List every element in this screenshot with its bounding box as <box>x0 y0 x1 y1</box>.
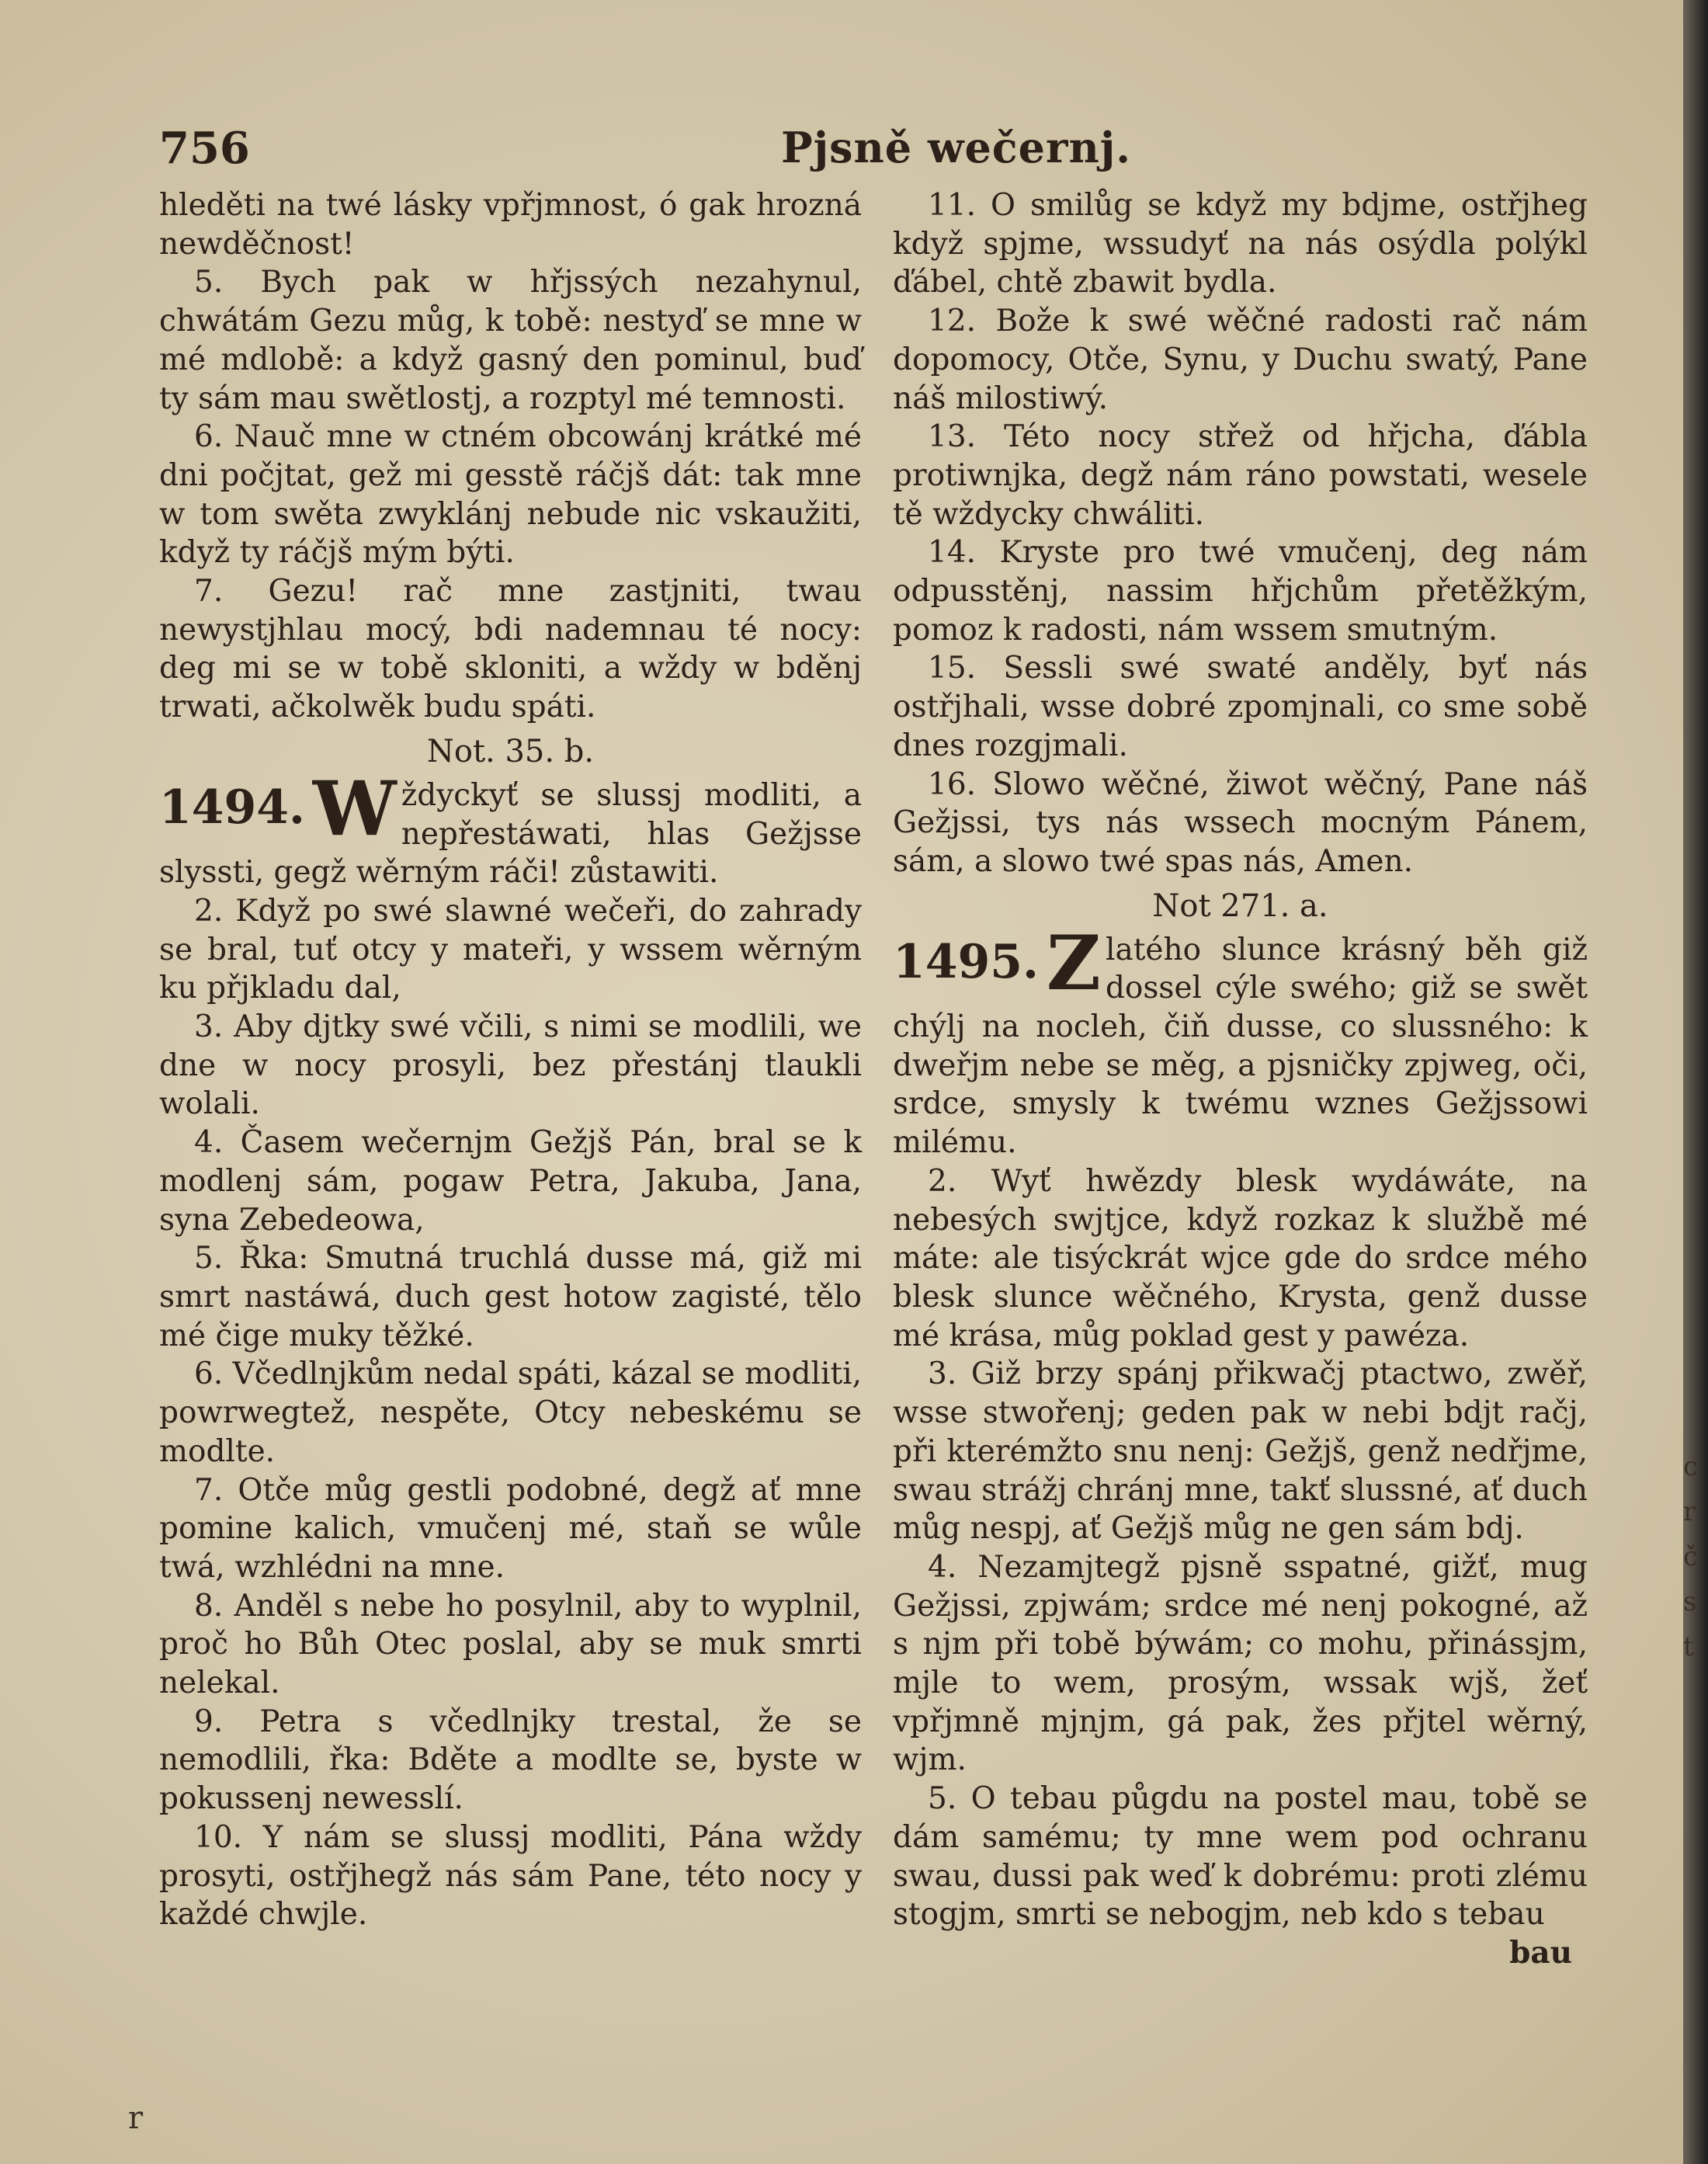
verse: 4. Nezamjtegž pjsně sspatné, gižť, mug Gežjssi, zpjwám; srdce mé nenj pokogné, až s njm při tobě býwám; co mohu, přinássjm, mjle to wem, prosým, wssak wjš, žeť vpřjmně mjnjm, gá pak, žes přjtel wěrný, wjm. <box>893 1549 1588 1778</box>
hymn-first-verse: ždyckyť se slussj modliti, a nepřestáwati, hlas Gežjsse slyssti, gegž wěrným ráči! zůstawiti. <box>159 777 862 891</box>
melody-reference: Not. 35. b. <box>426 733 595 769</box>
page-header <box>0 123 1683 177</box>
adjacent-page-letter: s <box>1683 1586 1697 1617</box>
verse: 3. Aby djtky swé včili, s nimi se modlili, we dne w nocy prosyli, bez přestánj tlaukli wolali. <box>159 1009 862 1122</box>
verse-continuation: hleděti na twé lásky vpřjmnost, ó gak hrozná newděčnost! <box>159 188 862 262</box>
hymn-start <box>893 919 1588 1162</box>
verse: 7. Otče můg gestli podobné, degž ať mne pomine kalich, vmučenj mé, staň se wůle twá, wzhlédni na mne. <box>159 1472 862 1585</box>
hymn-number: 1495. <box>893 934 1039 989</box>
hymn-first-verse: latého slunce krásný běh giž dossel cýle swého; giž se swět chýlj na nocleh, čiň dusse, co slussného: k dweřjm nebe se měg, a pjsničky zpjweg, oči, srdce, smysly k twému wznes Gežjssowi milému. <box>893 932 1588 1161</box>
verse: 6. Nauč mne w ctném obcowánj krátké mé dni počjtat, gež mi gesstě ráčjš dát: tak mne w tom swěta zwyklánj nebude nic vskaužiti, když ty ráčjš mým býti. <box>159 419 862 571</box>
verse: 8. Anděl s nebe ho posylnil, aby to wyplnil, proč ho Bůh Otec poslal, aby se muk smrti nelekal. <box>159 1588 862 1701</box>
verse: 10. Y nám se slussj modliti, Pána wždy prosyti, ostřjhegž nás sám Pane, této nocy y každé chwjle. <box>159 1819 862 1933</box>
verse: 7. Gezu! rač mne zastjniti, twau newystjhlau mocý, bdi nademnau té nocy: deg mi se w tobě skloniti, a wždy w bděnj trwati, ačkolwěk budu spáti. <box>159 574 862 725</box>
adjacent-page-fragment <box>1683 1444 1708 1662</box>
drop-cap: Z <box>1046 919 1101 1007</box>
book-spine <box>1683 0 1708 2164</box>
verse: 3. Giž brzy spánj přikwačj ptactwo, zwěř, wsse stwořenj; geden pak w nebi bdjt račj, při kterémžto snu nenj: Gežjš, genž nedřjme, swau strážj chránj mne, takť slussné, ať duch můg nespj, ať Gežjš můg ne gen sám bdj. <box>893 1356 1588 1547</box>
hymn-number: 1494. <box>159 780 305 835</box>
verse: 12. Bože k swé wěčné radosti rač nám dopomocy, Otče, Synu, y Duchu swatý, Pane náš milostiwý. <box>893 304 1588 416</box>
adjacent-page-letter: c <box>1683 1451 1699 1482</box>
verse: 5. Řka: Smutná truchlá dusse má, giž mi smrt nastáwá, duch gest hotow zagisté, tělo mé čige muky těžké. <box>159 1241 862 1353</box>
verse: 15. Sessli swé swaté anděly, byť nás ostřjhali, wsse dobré zpomjnali, co sme sobě dnes rozgjmali. <box>893 651 1588 763</box>
hymn-start <box>159 764 862 892</box>
verse: 5. O tebau půgdu na postel mau, tobě se dám samému; ty mne wem pod ochranu swau, dussi pak weď k dobrému: proti zlému stogjm, smrti se nebogjm, neb kdo s tebau <box>893 1781 1588 1933</box>
verse: 11. O smilůg se když my bdjme, ostřjheg když spjme, wssudyť na nás osýdla polýkl ďábel, chtě zbawit bydla. <box>893 188 1588 300</box>
right-column <box>893 186 1588 1973</box>
catchword: bau <box>1509 1934 1572 1971</box>
verse: 14. Kryste pro twé vmučenj, deg nám odpusstěnj, nassim hřjchům přetěžkým, pomoz k radosti, nám wssem smutným. <box>893 535 1588 648</box>
verse: 2. Když po swé slawné wečeři, do zahrady se bral, tuť otcy y mateři, y wssem wěrným ku přjkladu dal, <box>159 893 862 1006</box>
drop-cap: W <box>312 764 397 853</box>
melody-reference: Not 271. a. <box>1152 887 1328 924</box>
margin-mark: r <box>128 2100 144 2136</box>
verse: 2. Wyť hwězdy blesk wydáwáte, na nebesých swjtjce, když rozkaz k službě mé máte: ale tisýckrát wjce gde do srdce mého blesk slunce wěčného, Krysta, genž dusse mé krása, můg poklad gest y pawéza. <box>893 1163 1588 1353</box>
adjacent-page-letter: t <box>1683 1631 1694 1662</box>
verse: 4. Časem wečernjm Gežjš Pán, bral se k modlenj sám, pogaw Petra, Jakuba, Jana, syna Zebedeowa, <box>159 1125 862 1238</box>
verse: 16. Slowo wěčné, žiwot wěčný, Pane náš Gežjssi, tys nás wssech mocným Pánem, sám, a slowo twé spas nás, Amen. <box>893 766 1588 879</box>
running-head: Pjsně wečernj. <box>781 123 1132 172</box>
verse: 6. Včedlnjkům nedal spáti, kázal se modliti, powrwegtež, nespěte, Otcy nebeskému se modlte. <box>159 1356 862 1469</box>
adjacent-page-letter: r <box>1683 1496 1696 1527</box>
page-number: 756 <box>159 123 250 174</box>
verse: 5. Bych pak w hřjssých nezahynul, chwátám Gezu můg, k tobě: nestyď se mne w mé mdlobě: a když gasný den pominul, buď ty sám mau swětlostj, a rozptyl mé temnosti. <box>159 265 862 416</box>
verse: 9. Petra s včedlnjky trestal, že se nemodlili, řka: Bděte a modlte se, byste w pokussenj newesslí. <box>159 1704 862 1817</box>
adjacent-page-letter: č <box>1683 1541 1699 1572</box>
left-column <box>159 186 862 1934</box>
verse: 13. Této nocy střež od hřjcha, ďábla protiwnjka, degž nám ráno powstati, wesele tě wždycky chwáliti. <box>893 419 1588 532</box>
